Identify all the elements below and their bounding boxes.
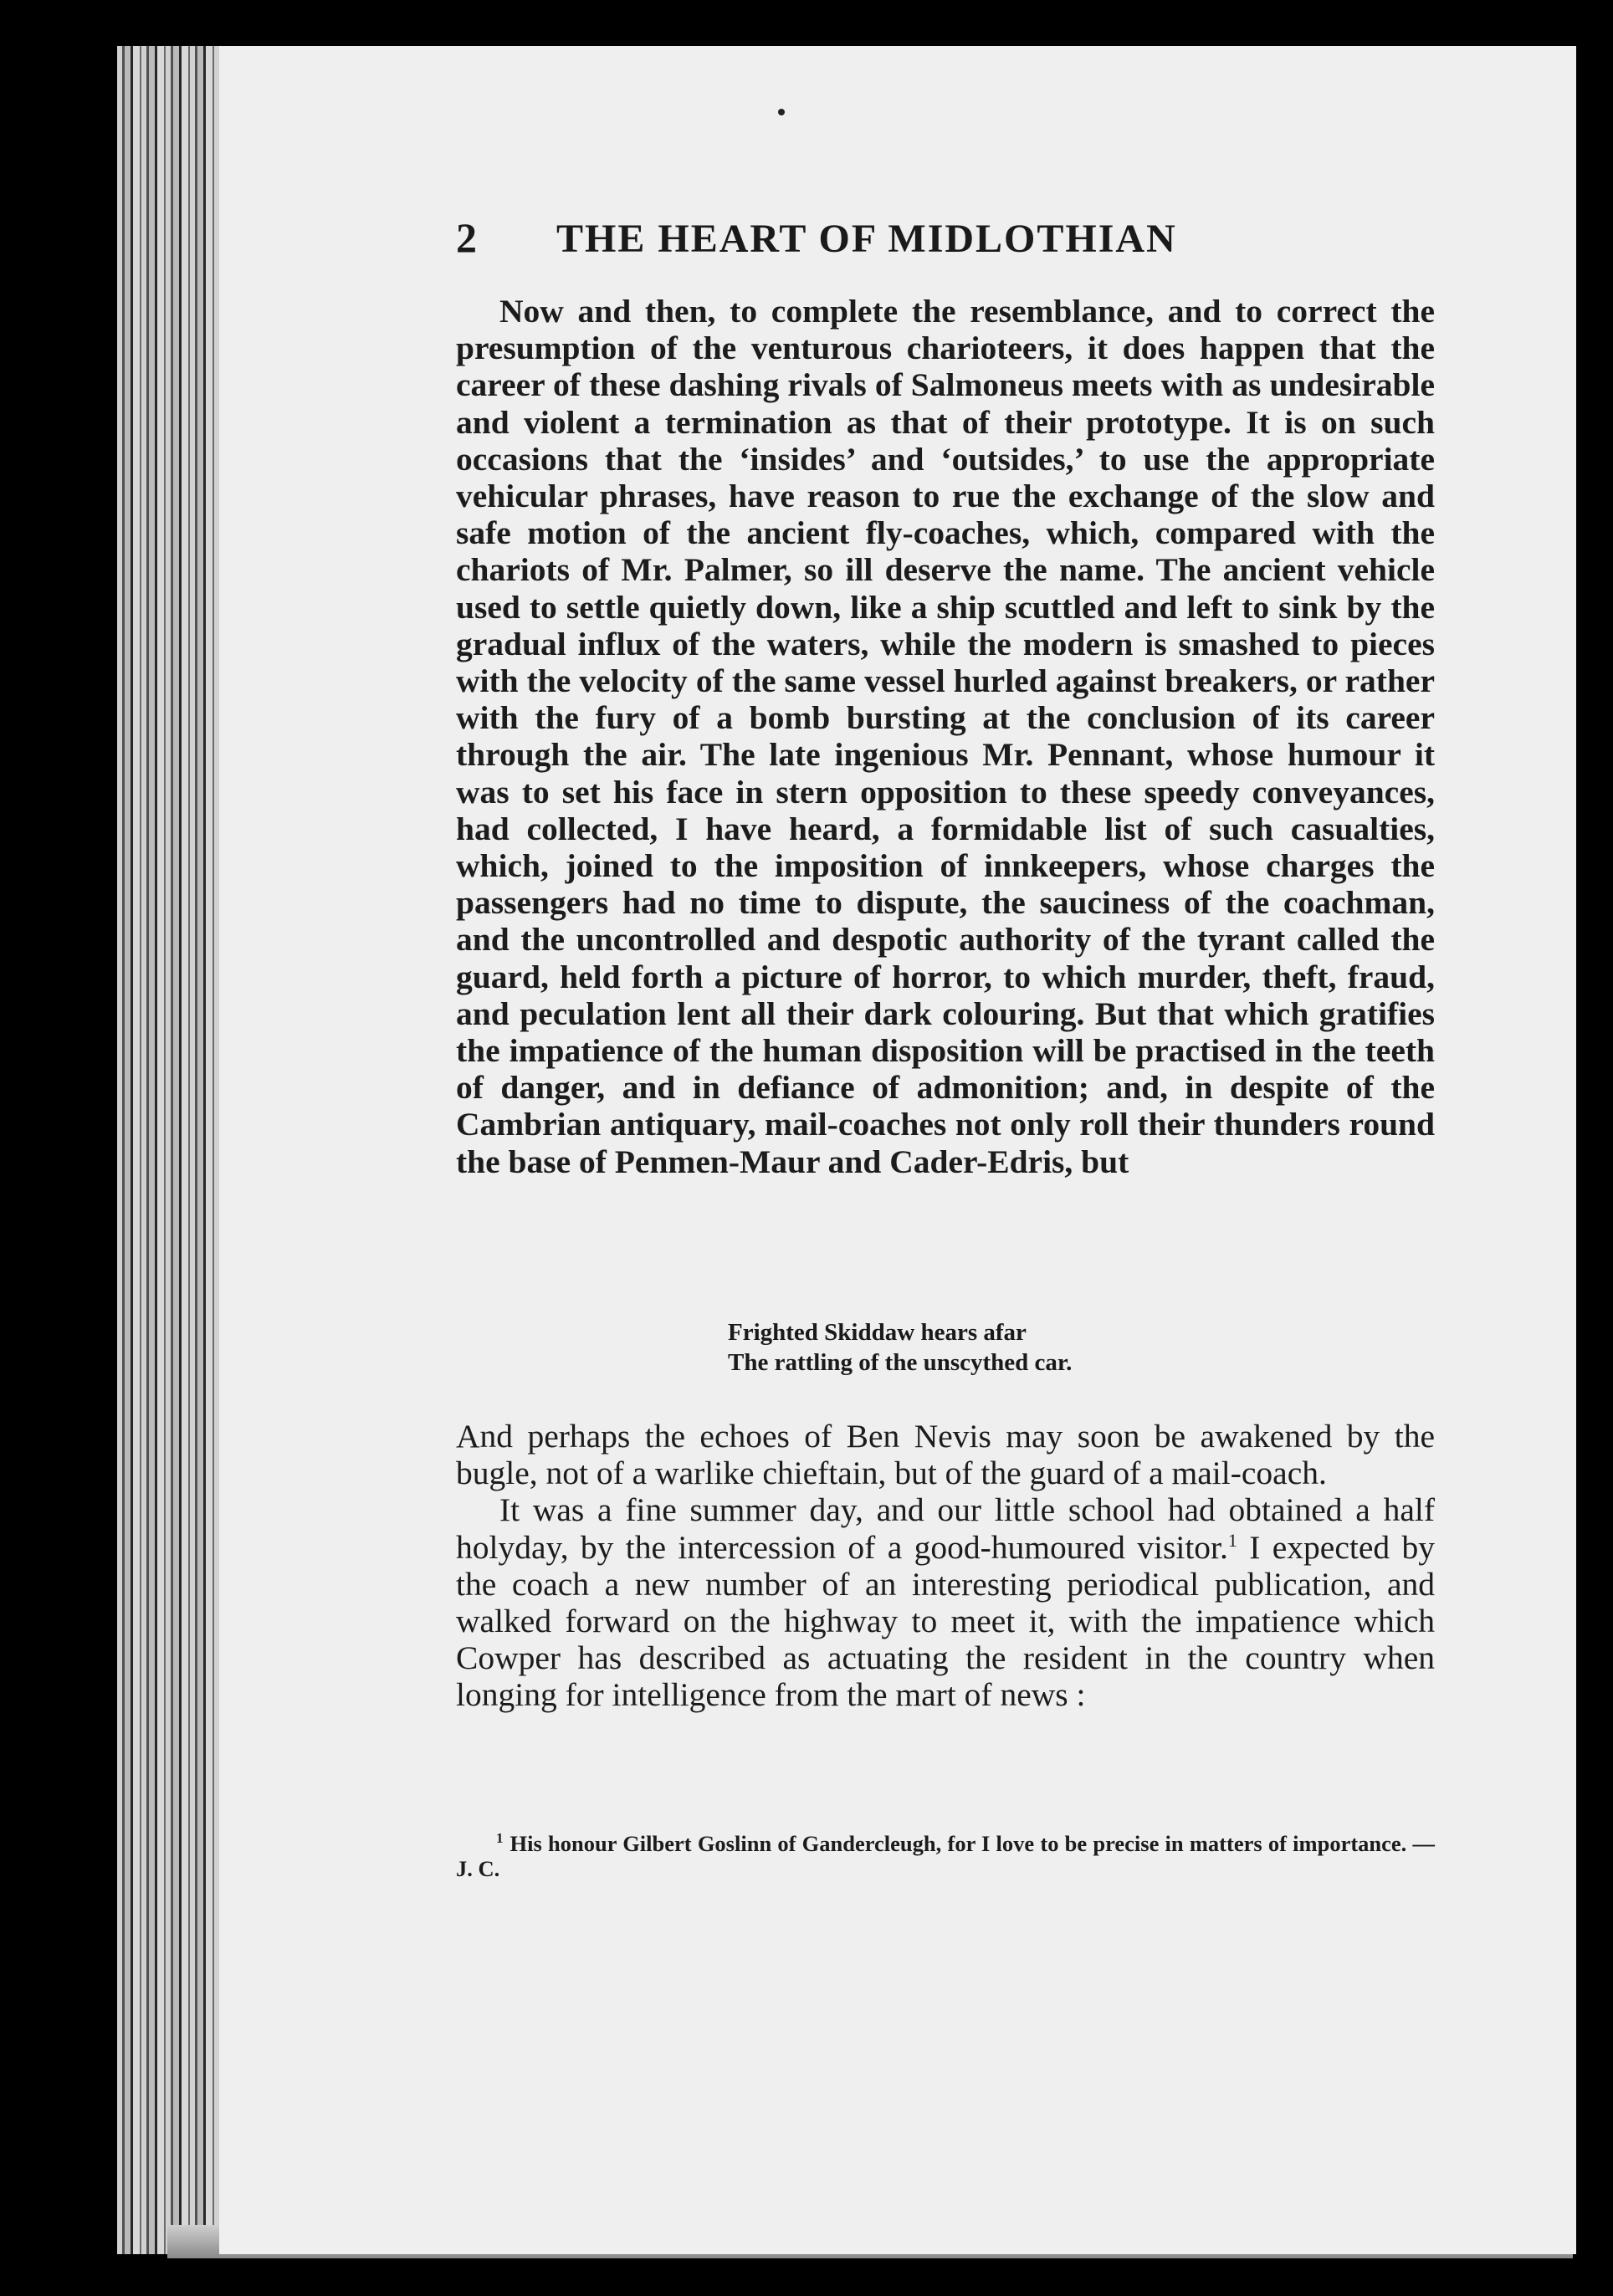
book-spine-edge: [117, 46, 226, 2254]
body-text-lower: [456, 1418, 1435, 1714]
footnote-reference: 1: [1227, 1529, 1237, 1551]
footnote-text: His honour Gilbert Goslinn of Gandercleugh, for I love to be precise in matters of importance. — J. C.: [456, 1830, 1435, 1881]
page-header: [456, 213, 1443, 272]
verse-line-2: The rattling of the unscythed car.: [728, 1349, 1073, 1376]
paragraph-mail-coaches: Now and then, to complete the resemblance, and to correct the presumption of the venturous charioteers, it does happen that the career of these dashing rivals of Salmoneus meets with as undesirable and violent a termination as that of their prototype. It is on such occasions that the ‘insides’ and ‘outsides,’ to use the appropriate vehicular phrases, have reason to rue the exchange of the slow and safe motion of the ancient fly-coaches, which, compared with the chariots of Mr. Palmer, so ill deserve the name. The ancient vehicle used to settle quietly down, like a ship scuttled and left to sink by the gradual influx of the waters, while the modern is smashed to pieces with the velocity of the same vessel hurled against breakers, or rather with the fury of a bomb bursting at the conclusion of its career through the air. The late ingenious Mr. Pennant, whose humour it was to set his face in stern opposition to these speedy conveyances, had collected, I have heard, a formidable list of such casualties, which, joined to the imposition of innkeepers, whose charges the passengers had no time to dispute, the sauciness of the coachman, and the uncontrolled and despotic authority of the tyrant called the guard, held forth a picture of horror, to which murder, theft, fraud, and peculation lent all their dark colouring. But that which gratifies the impatience of the human disposition will be practised in the teeth of danger, and in defiance of admonition; and, in despite of the Cambrian antiquary, mail-coaches not only roll their thunders round the base of Penmen-Maur and Cader-Edris, but: [456, 293, 1435, 1180]
footnote: [456, 1826, 1435, 1881]
summer-day-text-b: I expected by the coach a new number of an interesting periodical publication, and walked forward on the highway to meet it, with the impatience which Cowper has described as actuating the resident in the country when longing for intelligence from the mart of news :: [456, 1528, 1435, 1714]
page-number: 2: [456, 214, 477, 261]
paragraph-summer-day: [456, 1491, 1435, 1713]
running-title: THE HEART OF MIDLOTHIAN: [556, 217, 1177, 261]
ink-speck: [778, 109, 785, 115]
verse-quotation: [728, 1317, 1313, 1378]
paragraph-ben-nevis: And perhaps the echoes of Ben Nevis may soon be awakened by the bugle, not of a warlike chieftain, but of the guard of a mail-coach.: [456, 1418, 1435, 1492]
footnote-mark: 1: [496, 1830, 504, 1846]
verse-line-1: Frighted Skiddaw hears afar: [728, 1319, 1027, 1346]
summer-day-text-a: It was a fine summer day, and our little school had obtained a half holyday, by the intercession of a good-humoured visitor.: [456, 1491, 1435, 1566]
body-text-upper: [456, 293, 1435, 1180]
